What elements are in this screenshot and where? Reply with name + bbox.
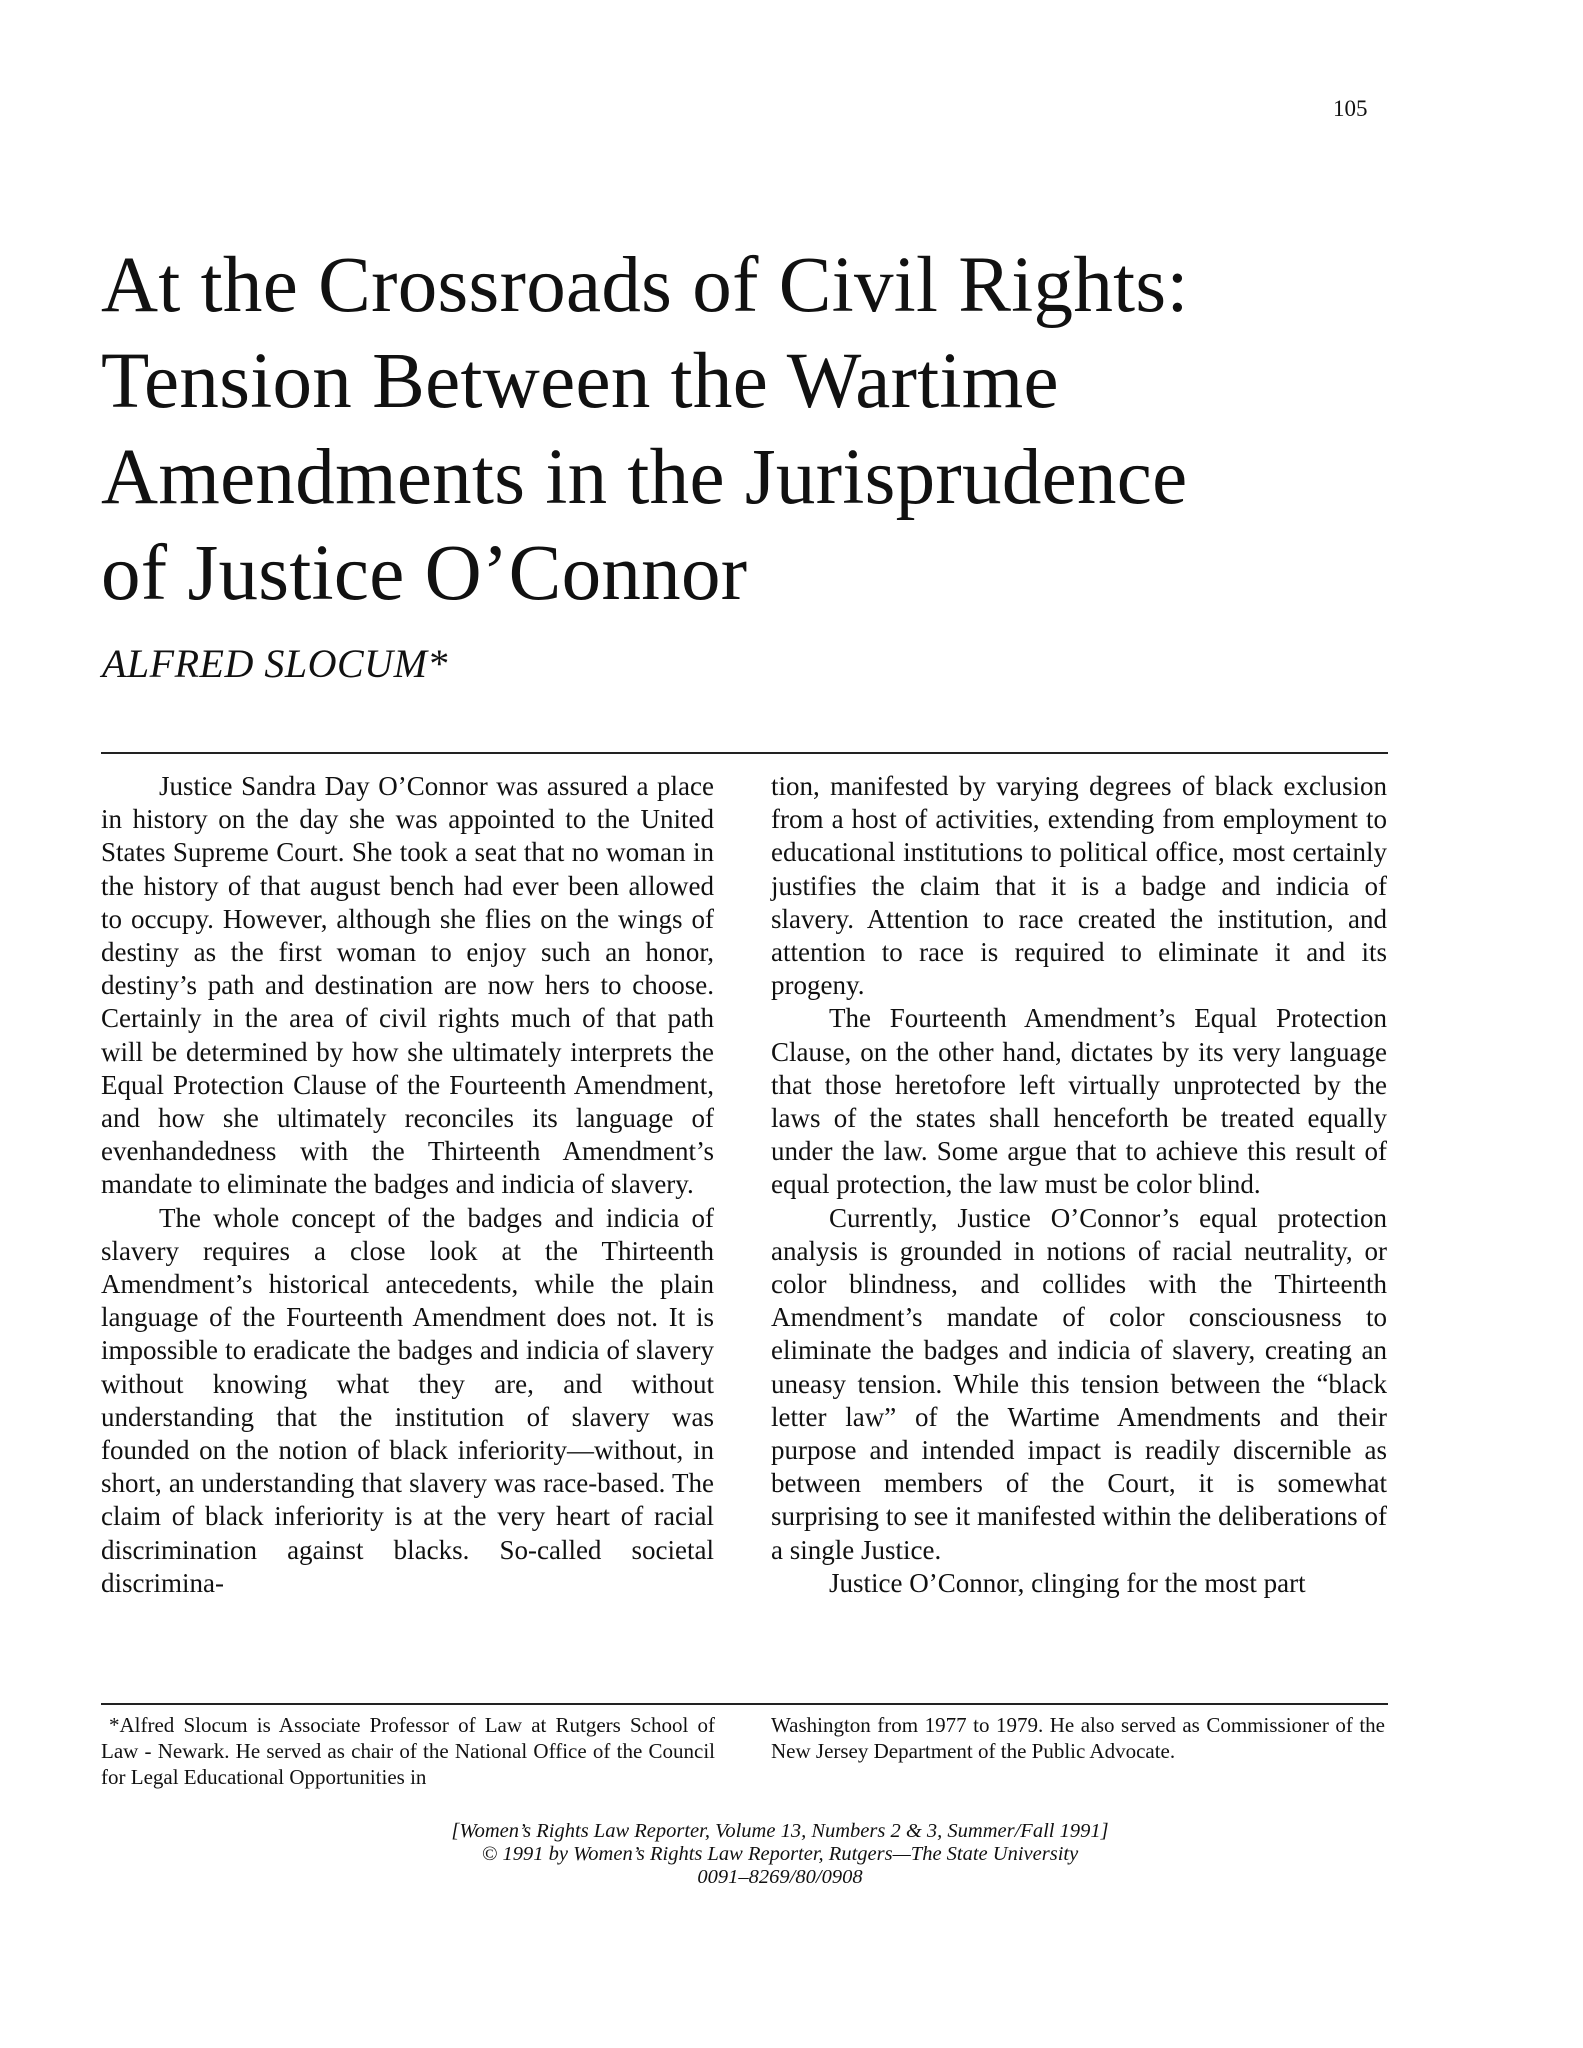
article-title [101,238,1401,622]
body-column-left [101,770,714,1600]
title-line: of Justice O’Connor [101,530,748,617]
footnote-right [771,1712,1385,1764]
citation-line: [Women’s Rights Law Reporter, Volume 13, Numbers 2 & 3, Summer/Fall 1991] [451,1820,1109,1842]
title-line: At the Crossroads of Civil Rights: [101,242,1189,329]
copyright-line: © 1991 by Women’s Rights Law Reporter, Rutgers—The State University [481,1843,1079,1865]
page-number: 105 [1333,96,1368,121]
journal-citation [280,1820,1280,1889]
body-paragraph: Justice Sandra Day O’Connor was assured a place in history on the day she was appointed to the United States Supreme Court. She took a seat that no woman in the history of that august bench had ever been allowed to occupy. However, although she flies on the wings of destiny as the first woman to enjoy such an honor, destiny’s path and destination are now hers to choose. Certainly in the area of civil rights much of that path will be determined by how she ultimately interprets the Equal Protection Clause of the Fourteenth Amendment, and how she ultimately reconciles its language of evenhandedness with the Thirteenth Amendment’s mandate to eliminate the badges and indicia of slavery. [101,771,714,1200]
body-paragraph: tion, manifested by varying degrees of black exclusion from a host of activities, extending from employment to educational institutions to political office, most certainly justifies the claim that it is a badge and indicia of slavery. Attention to race created the institution, and attention to race is required to eliminate it and its progeny. [771,771,1387,1001]
title-line: Tension Between the Wartime [101,338,1059,425]
author-name: ALFRED SLOCUM* [102,641,448,686]
body-paragraph: Currently, Justice O’Connor’s equal protection analysis is grounded in notions of racial neutrality, or color blindness, and collides with the Thirteenth Amendment’s mandate of color consciousness to eliminate the badges and indicia of slavery, creating an uneasy tension. While this tension between the “black letter law” of the Wartime Amendments and their purpose and intended impact is readily discernible as between members of the Court, it is somewhat surprising to see it manifested within the deliberations of a single Justice. [771,1202,1387,1565]
body-column-right [771,770,1387,1600]
body-paragraph: The whole concept of the badges and indicia of slavery requires a close look at the Thirteenth Amendment’s historical antecedents, while the plain language of the Fourteenth Amendment does not. It is impossible to eradicate the badges and indicia of slavery without knowing what they are, and without understanding that the institution of slavery was founded on the notion of black inferiority—without, in short, an understanding that slavery was race-based. The claim of black inferiority is at the very heart of racial discrimination against blacks. So-called societal discrimina- [101,1202,714,1598]
footnote-text: *Alfred Slocum is Associate Professor of Law at Rutgers School of Law - Newark. He served as chair of the National Office of the Council for Legal Educational Opportunities in [101,1713,715,1789]
body-paragraph: The Fourteenth Amendment’s Equal Protection Clause, on the other hand, dictates by its very language that those heretofore left virtually unprotected by the laws of the states shall henceforth be treated equally under the law. Some argue that to achieve this result of equal protection, the law must be color blind. [771,1003,1387,1200]
header-divider [101,752,1388,754]
title-line: Amendments in the Jurisprudence [101,434,1188,521]
footnote-left [101,1712,715,1790]
footnote-divider [101,1703,1388,1705]
issn-line: 0091–8269/80/0908 [697,1866,863,1888]
body-paragraph: Justice O’Connor, clinging for the most part [829,1567,1306,1598]
footnote-text: Washington from 1977 to 1979. He also served as Commissioner of the New Jersey Department of the Public Advocate. [771,1713,1385,1763]
